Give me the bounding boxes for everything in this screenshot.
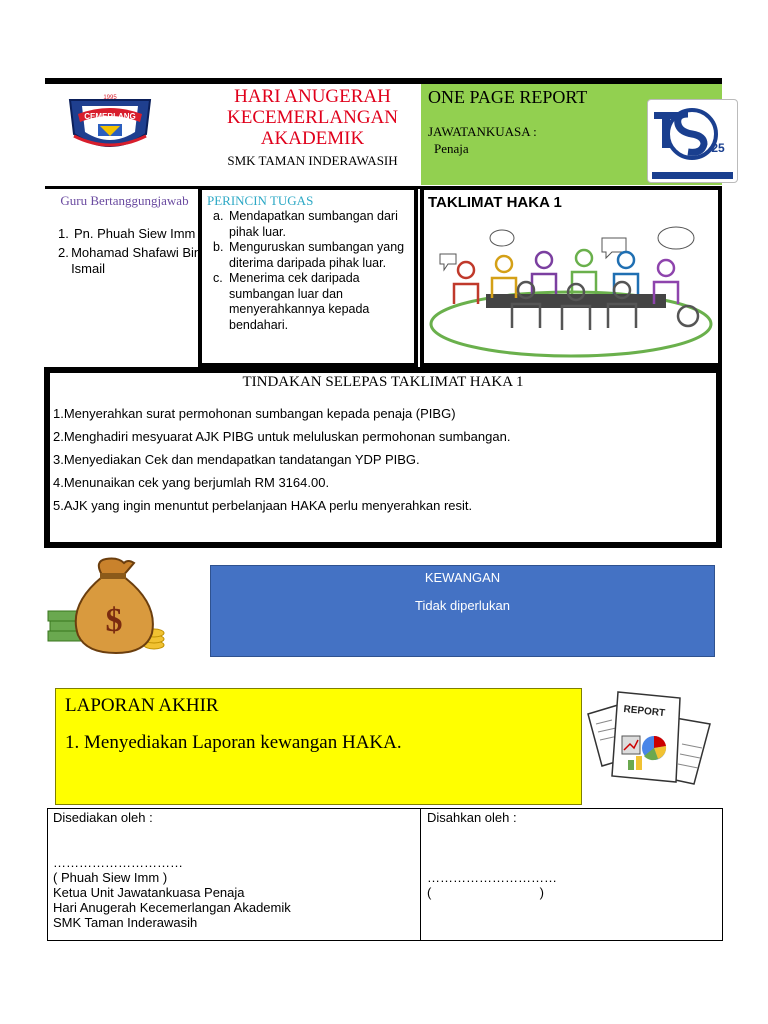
prepared-name: ( Phuah Siew Imm ) <box>53 870 168 885</box>
school-crest-logo <box>60 92 160 154</box>
committee-name: Penaja <box>434 141 469 156</box>
prepared-event: Hari Anugerah Kecemerlangan Akademik <box>53 900 291 915</box>
item-number: 2. <box>58 245 69 260</box>
finance-value: Tidak diperlukan <box>415 598 510 613</box>
task-text: Mendapatkan sumbangan dari pihak luar. <box>229 209 398 239</box>
actions-heading: TINDAKAN SELEPAS TAKLIMAT HAKA 1 <box>242 374 524 390</box>
item-letter: a. <box>213 209 224 223</box>
item-letter: c. <box>213 271 223 285</box>
actions-list <box>53 402 713 517</box>
guru-heading: Guru Bertanggungjawab <box>60 193 189 208</box>
list-item <box>213 240 413 271</box>
final-report-heading: LAPORAN AKHIR <box>65 695 219 716</box>
briefing-heading: TAKLIMAT HAKA 1 <box>428 194 562 211</box>
list-item: 3.Menyediakan Cek dan mendapatkan tandatangan YDP PIBG. <box>53 452 420 467</box>
teacher-name: Pn. Phuah Siew Imm <box>74 226 196 241</box>
guru-list <box>58 226 208 280</box>
school-name: SMK TAMAN INDERAWASIH <box>227 153 398 168</box>
crest-banner-text: CEMERLANG <box>84 112 136 121</box>
approved-label: Disahkan oleh : <box>427 810 517 825</box>
report-title: ONE PAGE REPORT <box>428 87 588 107</box>
crest-year-text: 1995 <box>103 95 117 101</box>
prepared-school: SMK Taman Inderawasih <box>53 915 198 930</box>
list-item: 1.Menyerahkan surat permohonan sumbangan kepada penaja (PIBG) <box>53 406 456 421</box>
svg-text:$: $ <box>105 602 123 639</box>
task-text: Menerima cek daripada sumbangan luar dan menyerahkannya kepada bendahari. <box>229 271 370 332</box>
list-item <box>58 226 208 242</box>
approved-name: ( ) <box>427 885 545 900</box>
prepared-label: Disediakan oleh : <box>53 810 153 825</box>
committee-label: JAWATANKUASA : <box>428 124 537 139</box>
list-item <box>213 271 413 333</box>
report-document-icon <box>582 684 722 794</box>
ts25-logo <box>647 99 738 183</box>
event-title: HARI ANUGERAH KECEMERLANGAN AKADEMIK <box>227 86 398 149</box>
meeting-illustration <box>426 224 716 364</box>
item-number: 1. <box>58 226 69 241</box>
prepared-signature-line: ………………………… <box>53 855 183 870</box>
report-image-label: REPORT <box>622 703 666 720</box>
teacher-name: Mohamad Shafawi Bin Ismail <box>71 245 202 276</box>
ts25-number: 25 <box>711 141 725 155</box>
final-report-item: 1. Menyediakan Laporan kewangan HAKA. <box>65 732 402 753</box>
task-list <box>213 209 413 333</box>
approved-by-cell <box>427 810 717 900</box>
task-heading: PERINCIN TUGAS <box>207 193 314 208</box>
list-item: 4.Menunaikan cek yang berjumlah RM 3164.00. <box>53 475 330 490</box>
task-text: Menguruskan sumbangan yang diterima daripada pihak luar. <box>229 240 405 270</box>
prepared-role: Ketua Unit Jawatankuasa Penaja <box>53 885 245 900</box>
approved-signature-line: ………………………… <box>427 870 557 885</box>
list-item <box>58 245 208 277</box>
list-item: 5.AJK yang ingin menuntut perbelanjaan HAKA perlu menyerahkan resit. <box>53 498 473 513</box>
prepared-by-cell <box>53 810 413 930</box>
finance-heading: KEWANGAN <box>424 570 501 585</box>
item-letter: b. <box>213 240 224 254</box>
list-item <box>213 209 413 240</box>
signoff-divider <box>420 808 421 941</box>
money-bag-icon <box>46 555 166 655</box>
list-item: 2.Menghadiri mesyuarat AJK PIBG untuk meluluskan permohonan sumbangan. <box>53 429 511 444</box>
